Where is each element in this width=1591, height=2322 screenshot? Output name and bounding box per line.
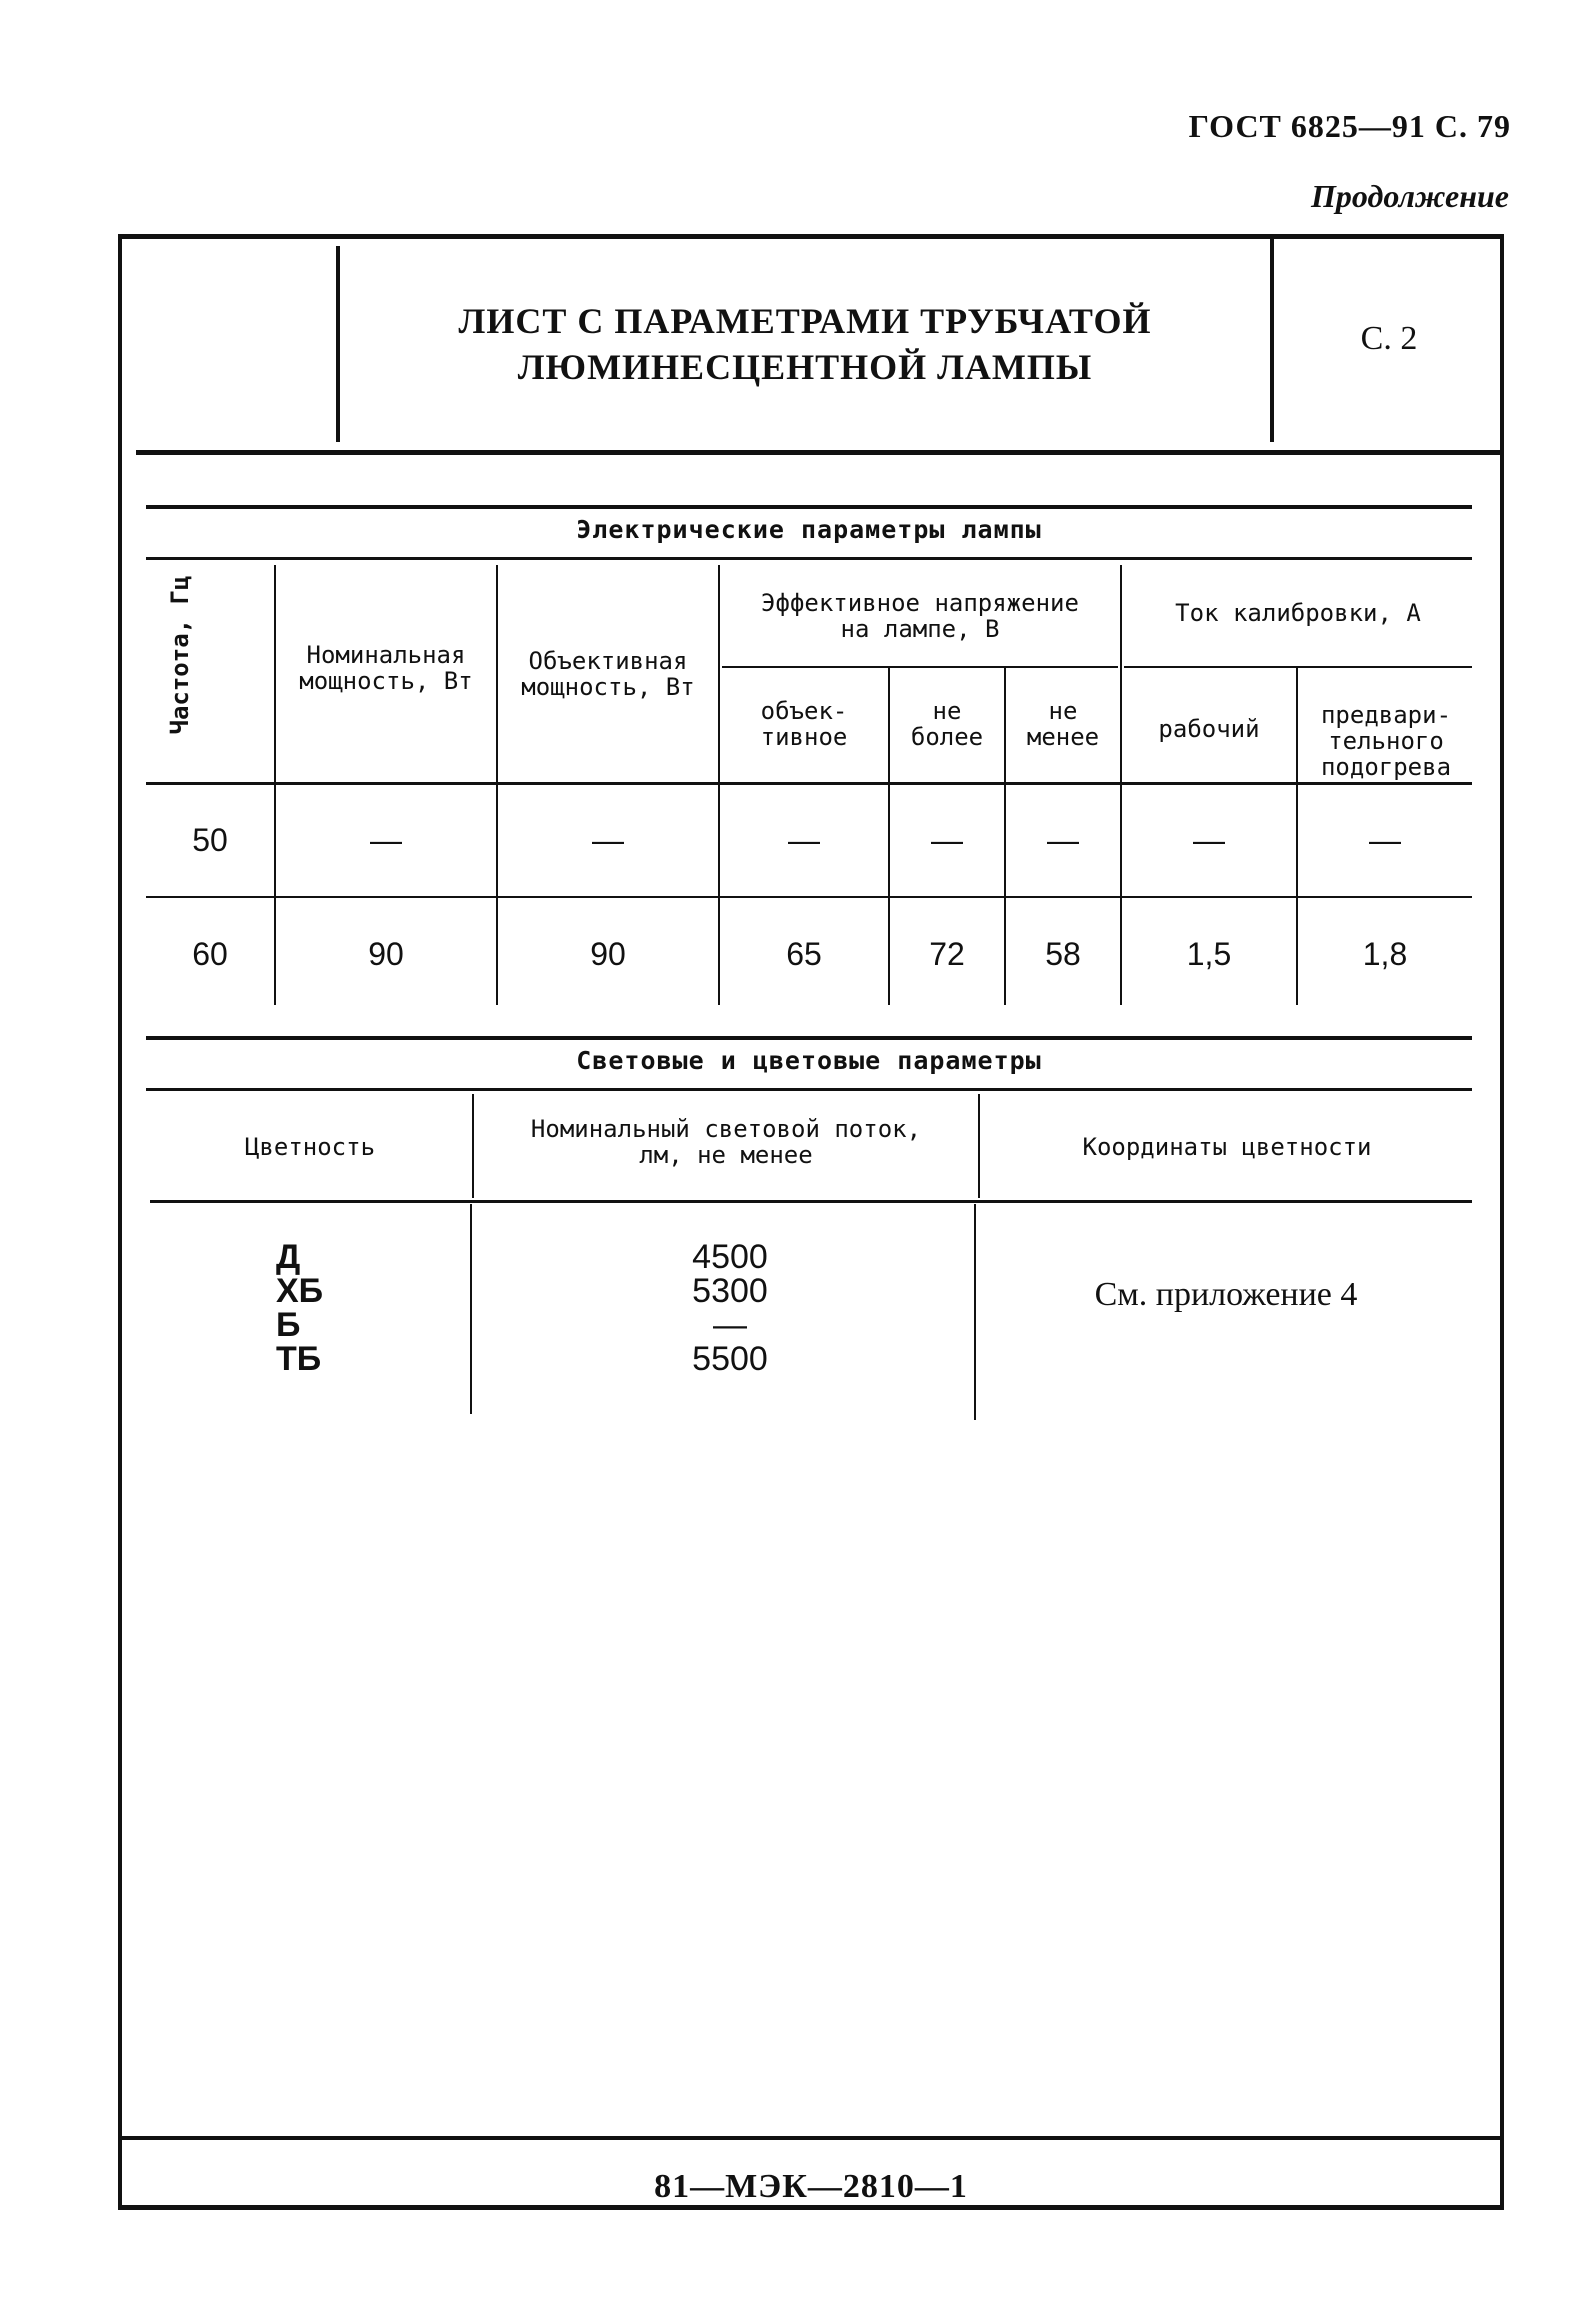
- header-voltage-min-line2: менее: [1026, 723, 1100, 751]
- header-voltage-line2: на лампе, В: [840, 615, 1000, 643]
- continuation-label: Продолжение: [1311, 178, 1509, 214]
- cell-nominal-power: 90: [368, 936, 404, 972]
- header-frequency: Частота, Гц: [166, 575, 194, 735]
- cell-frequency: 60: [192, 936, 228, 972]
- photometric-section-title: Световые и цветовые параметры: [576, 1046, 1042, 1075]
- header-current-preheat-line3: подогрева: [1320, 753, 1452, 781]
- header-objective-power-line1: Объективная: [528, 647, 688, 675]
- list-item: Б: [276, 1306, 301, 1344]
- electrical-top-rule: [146, 505, 1472, 509]
- title-bottom-rule: [136, 450, 1500, 455]
- sheet-title: [340, 298, 1270, 390]
- title-divider-right: [1270, 238, 1274, 442]
- flux-list: [660, 1240, 800, 1376]
- cell-voltage-min: —: [1047, 822, 1079, 858]
- list-item: Д: [276, 1238, 301, 1276]
- photometric-header-bottom-rule: [150, 1200, 1472, 1203]
- cell-objective-power: 90: [590, 936, 626, 972]
- photo-col-line-2-header: [978, 1094, 980, 1198]
- cell-voltage-objective: —: [788, 822, 820, 858]
- electrical-section-title: Электрические параметры лампы: [576, 515, 1042, 544]
- row-separator: [146, 896, 1472, 898]
- photo-col-line-2: [974, 1204, 976, 1420]
- electrical-title-rule: [146, 557, 1472, 560]
- sheet-title-line1: ЛИСТ С ПАРАМЕТРАМИ ТРУБЧАТОЙ: [458, 301, 1152, 341]
- header-luminous-flux-line1: Номинальный световой поток,: [530, 1115, 922, 1143]
- sheet-page-label: С. 2: [1360, 320, 1418, 357]
- chromaticity-coords-value: См. приложение 4: [1094, 1276, 1358, 1313]
- cell-voltage-min: 58: [1045, 936, 1081, 972]
- header-current-preheat-line2: тельного: [1328, 727, 1444, 755]
- electrical-header-bottom-rule: [146, 782, 1472, 785]
- footer-top-rule: [122, 2136, 1500, 2140]
- footer-code: 81—МЭК—2810—1: [654, 2168, 968, 2205]
- cell-nominal-power: —: [370, 822, 402, 858]
- list-item: 4500: [692, 1238, 768, 1276]
- color-list: [276, 1240, 323, 1376]
- cell-objective-power: —: [592, 822, 624, 858]
- header-luminous-flux: [476, 1116, 976, 1168]
- cell-current-working: 1,5: [1186, 936, 1232, 972]
- header-voltage-max-line2: более: [910, 723, 984, 751]
- header-voltage-line1: Эффективное напряжение: [761, 589, 1079, 617]
- sheet-title-line2: ЛЮМИНЕСЦЕНТНОЙ ЛАМПЫ: [517, 347, 1093, 387]
- header-nominal-power-line2: мощность, Вт: [299, 667, 473, 695]
- header-voltage-min: [1008, 698, 1118, 750]
- photo-col-line-1-header: [472, 1094, 474, 1198]
- header-voltage-min-line1: не: [1048, 697, 1078, 725]
- header-chromaticity-coords: Координаты цветности: [1082, 1133, 1372, 1161]
- header-voltage-max-line1: не: [932, 697, 962, 725]
- cell-current-preheat: —: [1369, 822, 1401, 858]
- header-voltage: [722, 590, 1118, 642]
- header-current-working: рабочий: [1158, 715, 1260, 743]
- cell-voltage-objective: 65: [786, 936, 822, 972]
- header-voltage-max: [892, 698, 1002, 750]
- header-objective-power: [500, 648, 716, 700]
- header-nominal-power: [278, 642, 494, 694]
- photometric-top-rule: [146, 1036, 1472, 1040]
- header-current-preheat: [1300, 702, 1472, 780]
- cell-voltage-max: 72: [929, 936, 965, 972]
- list-item: ХБ: [276, 1272, 324, 1310]
- voltage-subheader-rule: [722, 666, 1118, 668]
- photo-col-line-1: [470, 1204, 472, 1414]
- photometric-title-rule: [146, 1088, 1472, 1091]
- list-item: ТБ: [276, 1340, 322, 1378]
- cell-voltage-max: —: [931, 822, 963, 858]
- cell-current-working: —: [1193, 822, 1225, 858]
- header-voltage-objective: [722, 698, 886, 750]
- header-current-preheat-line1: предвари-: [1320, 701, 1452, 729]
- header-color: Цветность: [244, 1133, 376, 1161]
- current-subheader-rule: [1124, 666, 1472, 668]
- document-reference: ГОСТ 6825—91 С. 79: [1188, 108, 1511, 144]
- cell-current-preheat: 1,8: [1362, 936, 1408, 972]
- list-item: 5500: [692, 1340, 768, 1378]
- header-luminous-flux-line2: лм, не менее: [639, 1141, 813, 1169]
- header-voltage-objective-line1: объек-: [760, 697, 848, 725]
- header-calibration-current: Ток калибровки, А: [1175, 599, 1421, 627]
- list-item: —: [713, 1306, 747, 1344]
- list-item: 5300: [692, 1272, 768, 1310]
- header-nominal-power-line1: Номинальная: [306, 641, 466, 669]
- cell-frequency: 50: [192, 822, 228, 858]
- header-voltage-objective-line2: тивное: [760, 723, 848, 751]
- header-objective-power-line2: мощность, Вт: [521, 673, 695, 701]
